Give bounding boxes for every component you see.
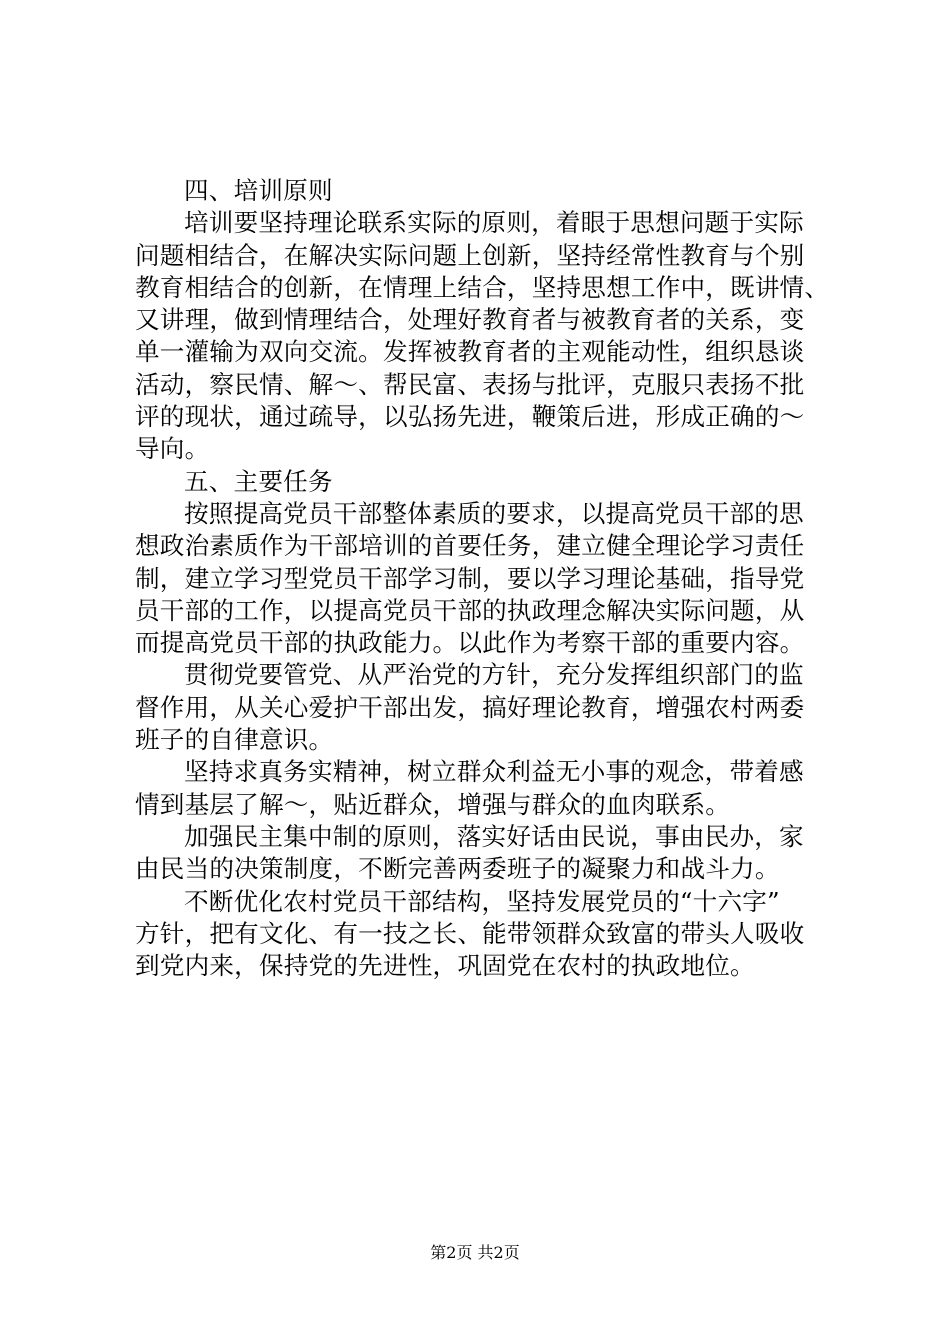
paragraph-line: 贯彻党要管党、从严治党的方针，充分发挥组织部门的监 xyxy=(184,660,804,690)
paragraph-line: 而提高党员干部的执政能力。以此作为考察干部的重要内容。 xyxy=(135,628,805,658)
section-heading-training-principles: 四、培训原则 xyxy=(184,176,333,205)
paragraph-line: 导向。 xyxy=(135,434,210,464)
paragraph-line: 不断优化农村党员干部结构，坚持发展党员的“十六字” xyxy=(184,886,780,916)
section-heading-main-tasks: 五、主要任务 xyxy=(184,466,333,496)
page-number-footer: 第2页 共2页 xyxy=(430,1243,520,1262)
paragraph-line: 班子的自律意识。 xyxy=(135,725,334,755)
paragraph-line: 想政治素质作为干部培训的首要任务，建立健全理论学习责任 xyxy=(135,531,805,561)
paragraph-line: 情到基层了解～，贴近群众，增强与群众的血肉联系。 xyxy=(135,789,731,819)
paragraph-line: 评的现状，通过疏导，以弘扬先进，鞭策后进，形成正确的～ xyxy=(135,402,805,432)
paragraph-line: 坚持求真务实精神，树立群众利益无小事的观念，带着感 xyxy=(184,757,804,787)
paragraph-line: 按照提高党员干部整体素质的要求，以提高党员干部的思 xyxy=(184,498,804,528)
paragraph-line: 培训要坚持理论联系实际的原则，着眼于思想问题于实际 xyxy=(184,208,804,238)
paragraph-line: 加强民主集中制的原则，落实好话由民说，事由民办，家 xyxy=(184,821,804,851)
paragraph-line: 制，建立学习型党员干部学习制，要以学习理论基础，指导党 xyxy=(135,563,805,593)
paragraph-line: 又讲理，做到情理结合，处理好教育者与被教育者的关系，变 xyxy=(135,305,805,335)
paragraph-line: 到党内来，保持党的先进性，巩固党在农村的执政地位。 xyxy=(135,951,755,981)
paragraph-line: 问题相结合，在解决实际问题上创新，坚持经常性教育与个别 xyxy=(135,240,805,270)
paragraph-line: 单一灌输为双向交流。发挥被教育者的主观能动性，组织恳谈 xyxy=(135,337,805,367)
paragraph-line: 由民当的决策制度，不断完善两委班子的凝聚力和战斗力。 xyxy=(135,854,780,884)
paragraph-line: 员干部的工作，以提高党员干部的执政理念解决实际问题，从 xyxy=(135,595,805,625)
paragraph-line: 方针，把有文化、有一技之长、能带领群众致富的带头人吸收 xyxy=(135,918,805,948)
paragraph-line: 督作用，从关心爱护干部出发，搞好理论教育，增强农村两委 xyxy=(135,692,805,722)
document-body xyxy=(135,175,835,982)
paragraph-line: 活动，察民情、解～、帮民富、表扬与批评，克服只表扬不批 xyxy=(135,369,805,399)
paragraph-line: 教育相结合的创新，在情理上结合，坚持思想工作中，既讲情、 xyxy=(135,272,830,302)
